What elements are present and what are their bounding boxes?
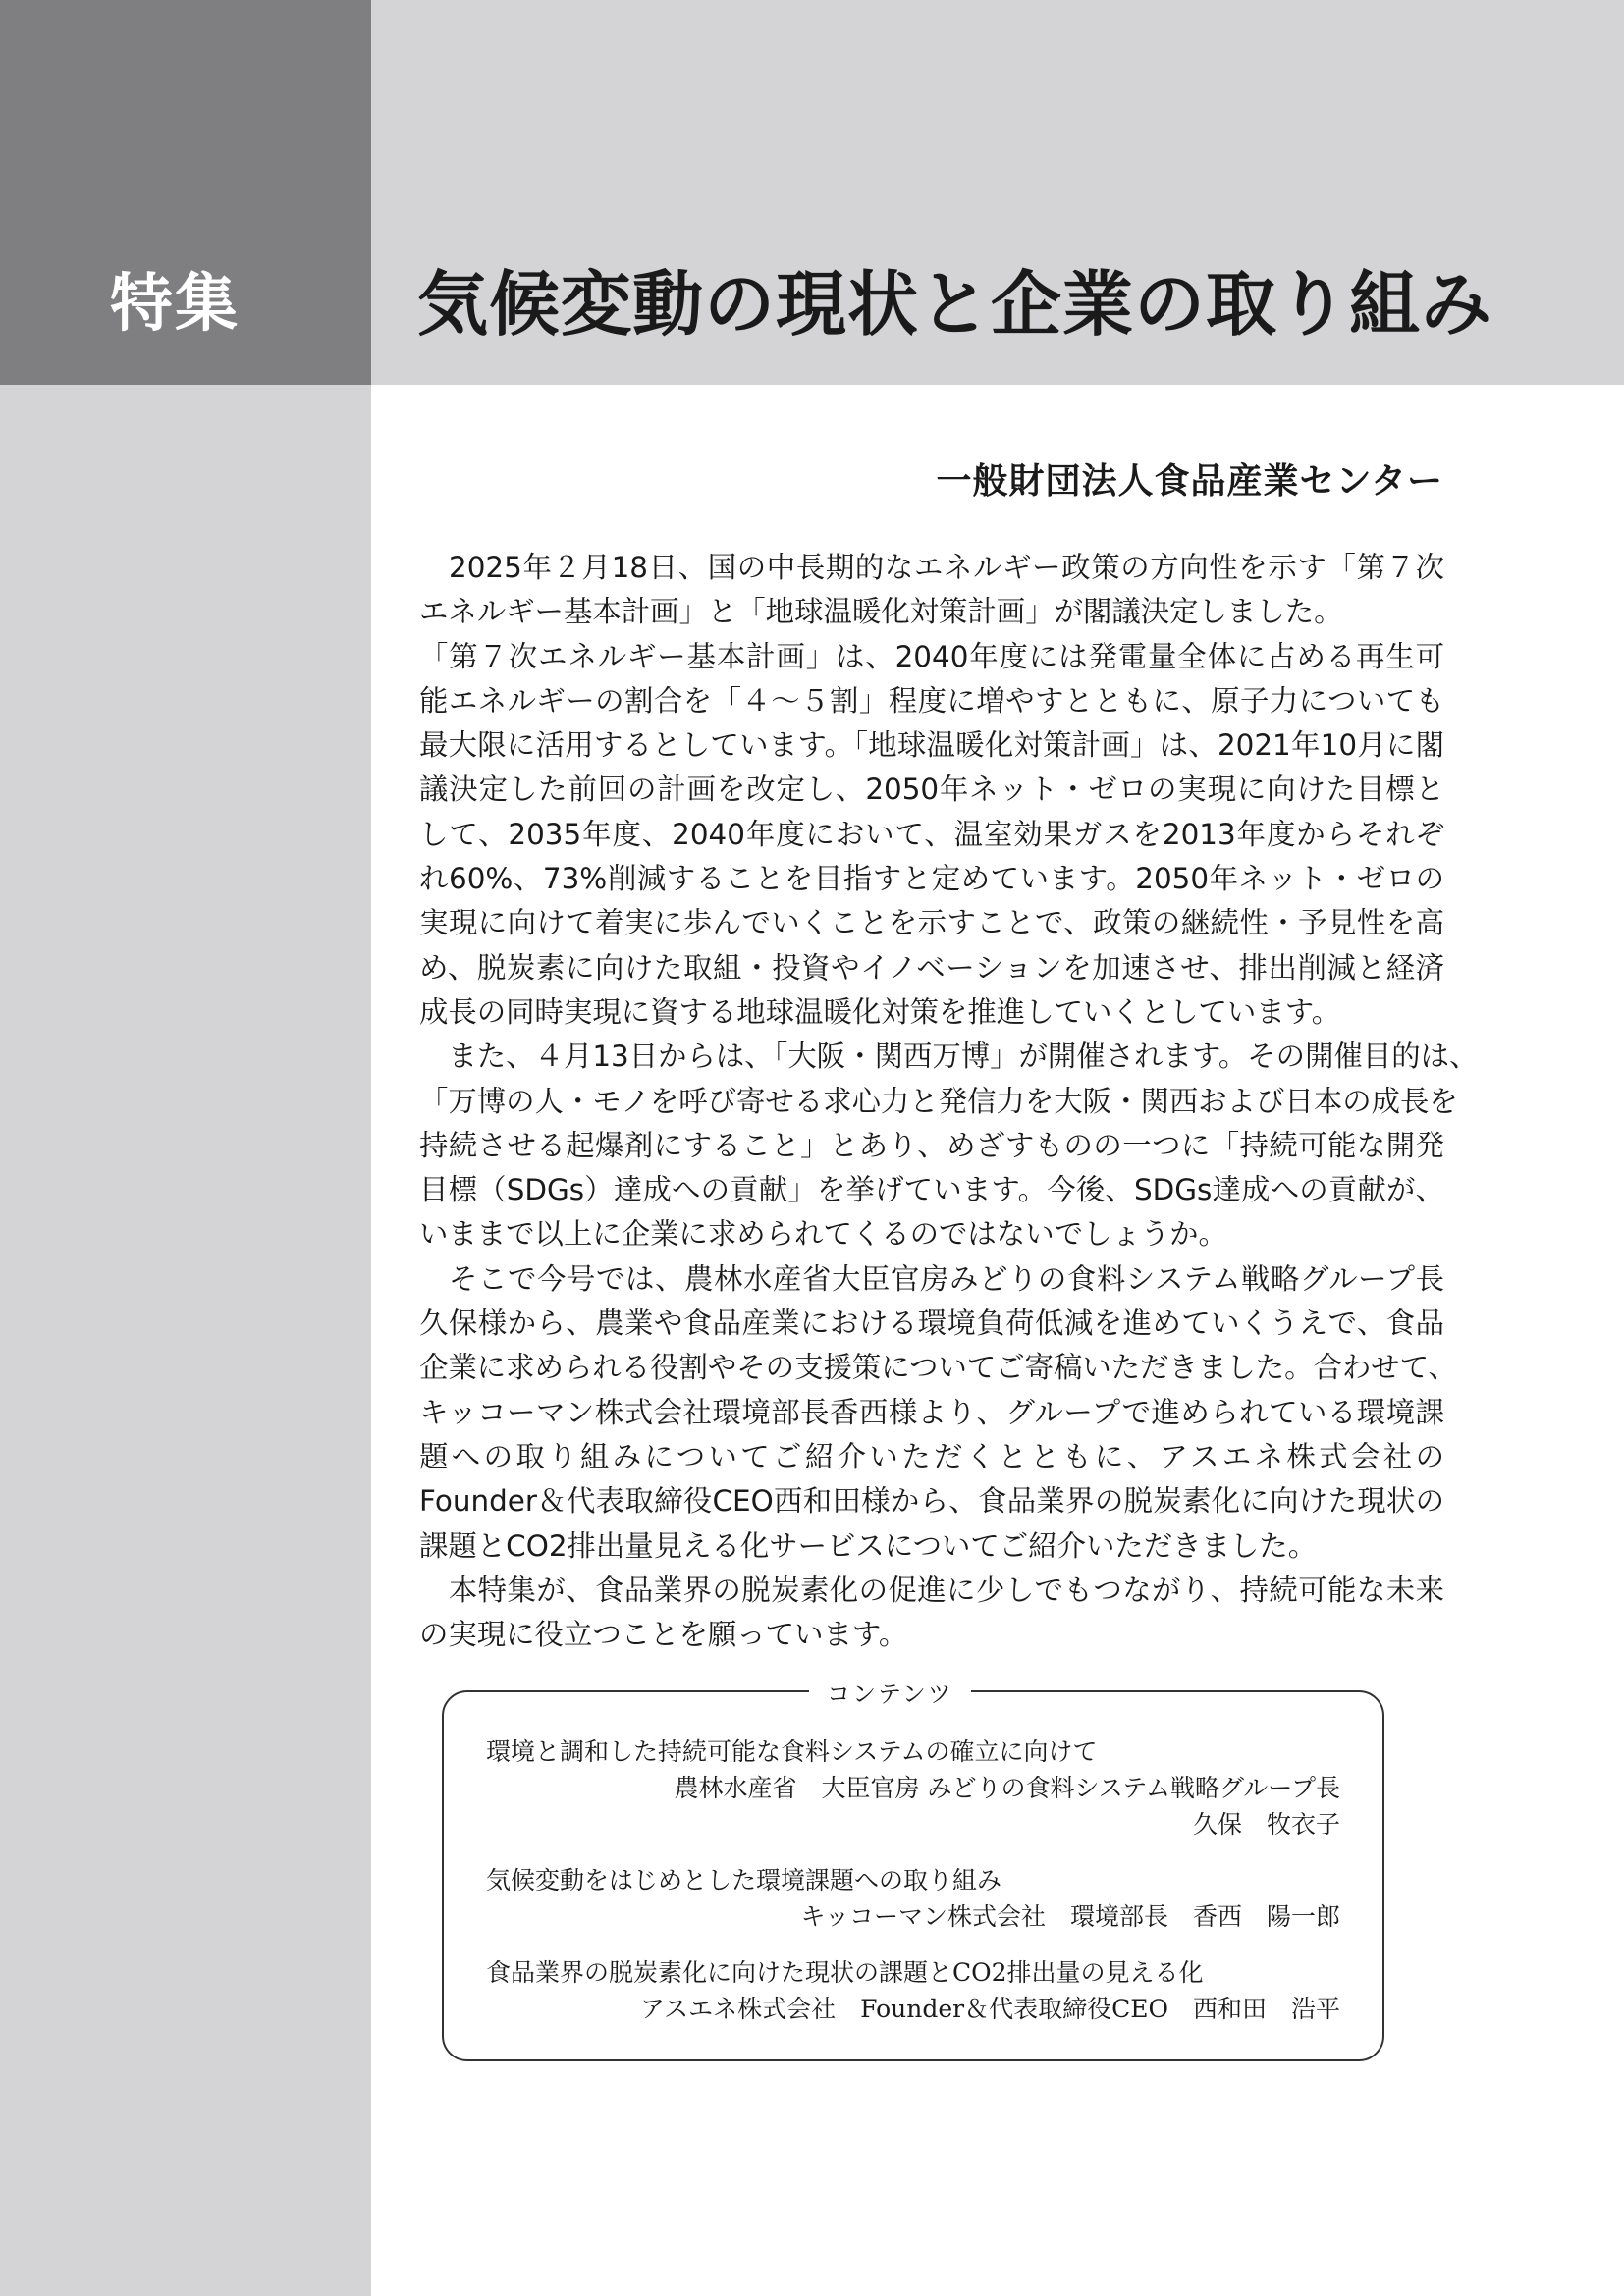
body-line: の実現に役立つことを願っています。 bbox=[419, 1618, 908, 1652]
contents-heading-label: コンテンツ bbox=[827, 1681, 953, 1708]
body-line: 持続させる起爆剤にすること」とあり、めざすものの一つに「持続可能な開発 bbox=[419, 1128, 1444, 1162]
body-line: れ60%、73%削減することを目指すと定めています。2050年ネット・ゼロの bbox=[419, 862, 1444, 896]
body-line: 「万博の人・モノを呼び寄せる求心力と発信力を大阪・関西および日本の成長を bbox=[419, 1084, 1458, 1118]
body-line: 久保様から、農業や食品産業における環境負荷低減を進めていくうえで、食品 bbox=[419, 1307, 1444, 1341]
body-line: 実現に向けて着実に歩んでいくことを示すことで、政策の継続性・予見性を高 bbox=[419, 906, 1444, 940]
toc-item-affiliation: キッコーマン株式会社 環境部長 香西 陽一郎 bbox=[800, 1902, 1340, 1931]
toc-item-title: 気候変動をはじめとした環境課題への取り組み bbox=[486, 1866, 1002, 1895]
author: 一般財団法人食品産業センター bbox=[936, 461, 1443, 502]
toc-item[interactable] bbox=[486, 1954, 1340, 2027]
body-line: 本特集が、食品業界の脱炭素化の促進に少しでもつながり、持続可能な未来 bbox=[419, 1573, 1444, 1607]
body-line: 課題とCO2排出量見える化サービスについてご紹介いただきました。 bbox=[419, 1528, 1318, 1563]
body-line: 最大限に活用するとしています。「地球温暖化対策計画」は、2021年10月に閣 bbox=[419, 728, 1444, 763]
body-line: いままで以上に企業に求められてくるのではないでしょうか。 bbox=[419, 1217, 1227, 1252]
body-line: め、脱炭素に向けた取組・投資やイノベーションを加速させ、排出削減と経済 bbox=[419, 950, 1444, 985]
body-line: 能エネルギーの割合を「４～５割」程度に増やすとともに、原子力についても bbox=[419, 683, 1444, 718]
body-line: 目標（SDGs）達成への貢献」を挙げています。今後、SDGs達成への貢献が、 bbox=[419, 1173, 1444, 1207]
contents-heading bbox=[809, 1675, 971, 1709]
body-line: Founder＆代表取締役CEO西和田様から、食品業界の脱炭素化に向けた現状の bbox=[419, 1484, 1444, 1519]
body-line: して、2035年度、2040年度において、温室効果ガスを2013年度からそれぞ bbox=[419, 817, 1444, 851]
side-strip bbox=[0, 385, 371, 2296]
toc-item-affiliation: 農林水産省 大臣官房 みどりの食料システム戦略グループ長 bbox=[674, 1774, 1340, 1802]
body-line: そこで今号では、農林水産省大臣官房みどりの食料システム戦略グループ長 bbox=[419, 1261, 1444, 1296]
toc-item-title: 環境と調和した持続可能な食料システムの確立に向けて bbox=[486, 1737, 1098, 1766]
section-tag: 特集 bbox=[110, 268, 240, 341]
body-line: エネルギー基本計画」と「地球温暖化対策計画」が閣議決定しました。 bbox=[419, 595, 1343, 629]
toc-item-author: 久保 牧衣子 bbox=[1192, 1810, 1340, 1839]
body-line: 企業に求められる役割やその支援策についてご寄稿いただきました。合わせて、 bbox=[419, 1351, 1457, 1385]
body-line: また、４月13日からは、「大阪・関西万博」が開催されます。その開催目的は、 bbox=[419, 1040, 1479, 1074]
toc-item-title: 食品業界の脱炭素化に向けた現状の課題とCO2排出量の見える化 bbox=[486, 1958, 1204, 1987]
body-line: 成長の同時実現に資する地球温暖化対策を推進していくとしています。 bbox=[419, 994, 1341, 1029]
body-line: 題への取り組みについてご紹介いただくとともに、アスエネ株式会社の bbox=[419, 1439, 1444, 1473]
body-line: キッコーマン株式会社環境部長香西様より、グループで進められている環境課 bbox=[419, 1395, 1444, 1429]
toc-item[interactable] bbox=[486, 1734, 1340, 1842]
body-line: 「第７次エネルギー基本計画」は、2040年度には発電量全体に占める再生可 bbox=[419, 639, 1444, 673]
page-title: 気候変動の現状と企業の取り組み bbox=[417, 263, 1493, 346]
table-of-contents bbox=[486, 1734, 1340, 2047]
body-line: 2025年２月18日、国の中長期的なエネルギー政策の方向性を示す「第７次 bbox=[419, 551, 1444, 584]
toc-item[interactable] bbox=[486, 1862, 1340, 1935]
toc-item-affiliation: アスエネ株式会社 Founder＆代表取締役CEO 西和田 浩平 bbox=[640, 1995, 1340, 2023]
body-text bbox=[419, 546, 1479, 1657]
body-line: 議決定した前回の計画を改定し、2050年ネット・ゼロの実現に向けた目標と bbox=[419, 773, 1444, 807]
